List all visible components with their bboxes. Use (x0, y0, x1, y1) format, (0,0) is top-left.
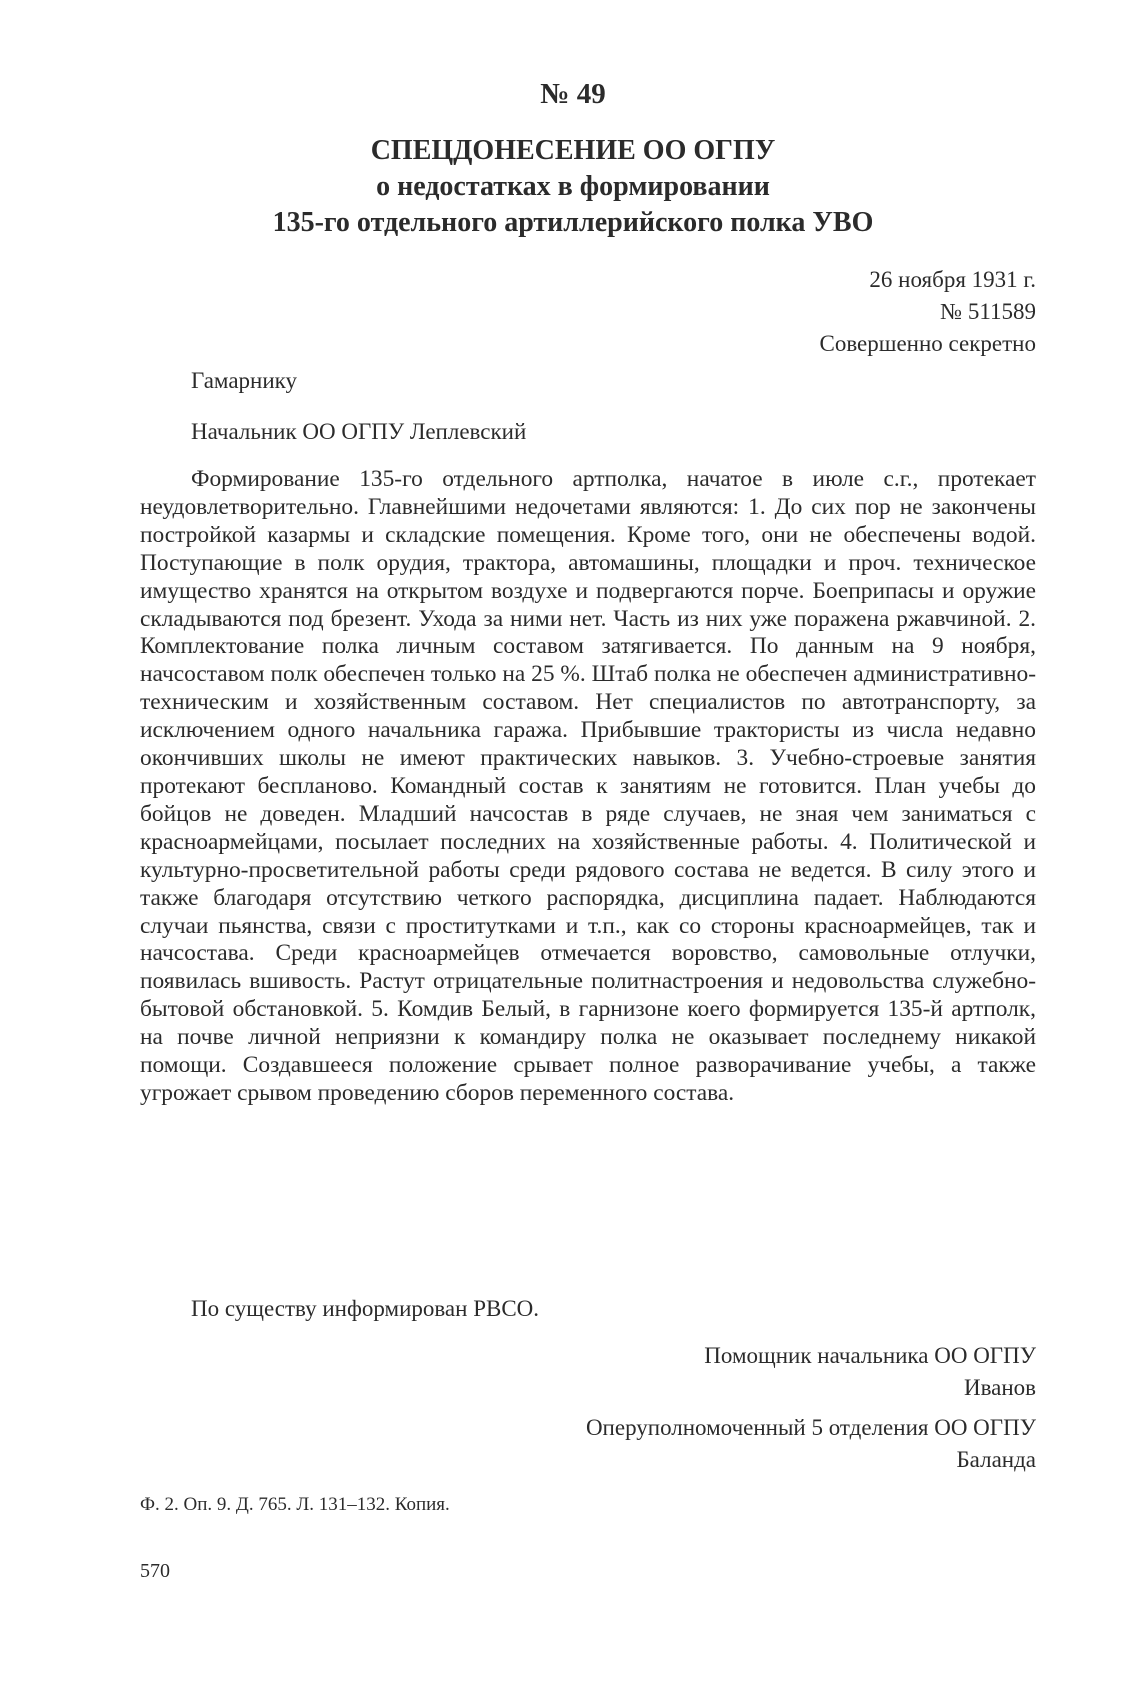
signature-block-2 (586, 1412, 1036, 1476)
document-date: 26 ноября 1931 г. (869, 267, 1036, 292)
body-text: Формирование 135-го отдельного артполка, начатое в июле с.г., протекает неудовлетворительно. Главнейшими недочетами являются: 1. До сих пор не закончены постройкой казармы и складские помещения. Кроме того, они не обеспечены водой. Поступающие в полк орудия, трактора, автомашины, площадки и проч. техническое имущество хранятся на открытом воздухе и подвергаются порче. Боеприпасы и оружие складываются под брезент. Ухода за ними нет. Часть из них уже поражена ржавчиной. 2. Комплектование полка личным составом затягивается. По данным на 9 ноября, начсоставом полк обеспечен только на 25 %. Штаб полка не обеспечен административно-техническим и хозяйственным составом. Нет специалистов по автотранспорту, за исключением одного начальника гаража. Прибывшие трактористы из числа недавно окончивших школы не имеют практических навыков. 3. Учебно-строевые занятия протекают бесплановo. Командный состав к занятиям не готовится. План учебы до бойцов не доведен. Младший начсостав в ряде случаев, не зная чем заниматься с красноармейцами, посылает последних на хозяйственные работы. 4. Политической и культурно-просветительной работы среди рядового состава не ведется. В силу этого и также благодаря отсутствию четкого распорядка, дисциплина падает. Наблюдаются случаи пьянства, связи с проститутками и т.п., как со стороны красноармейцев, так и начсостава. Среди красноармейцев отмечается воровство, самовольные отлучки, появилась вшивость. Растут отрицательные политнастроения и недовольства служебно-бытовой обстановкой. 5. Комдив Белый, в гарнизоне коего формируется 135-й артполк, на почве личной неприязни к командиру полка не оказывает последнему никакой помощи. Создавшееся положение срывает полное разворачивание учебы, а также угрожает срывом проведению сборов переменного состава. (140, 466, 1036, 1106)
signature-block-1 (704, 1340, 1036, 1404)
document-title-line-3: 135-го отдельного артиллерийского полка УВО (272, 207, 874, 238)
document-reg-number: № 511589 (940, 299, 1036, 324)
page-number: 570 (140, 1560, 170, 1582)
closing-line: По существу информирован РВСО. (191, 1296, 540, 1321)
signature-title-1: Помощник начальника ОО ОГПУ (704, 1343, 1036, 1368)
document-title-line-1: СПЕЦДОНЕСЕНИЕ ОО ОГПУ (370, 135, 776, 166)
document-title (0, 133, 1146, 241)
signature-name-1: Иванов (963, 1375, 1036, 1400)
document-meta (819, 264, 1036, 360)
signature-name-2: Баланда (956, 1447, 1036, 1472)
addressee: Гамарнику (191, 368, 298, 393)
signature-title-2: Оперуполномоченный 5 отделения ОО ОГПУ (585, 1415, 1036, 1440)
document-classification: Совершенно секретно (819, 331, 1036, 356)
document-number: № 49 (540, 78, 606, 110)
archive-source-note: Ф. 2. Оп. 9. Д. 765. Л. 131–132. Копия. (140, 1494, 450, 1515)
sender: Начальник ОО ОГПУ Леплевский (191, 419, 527, 444)
document-title-line-2: о недостатках в формировании (376, 171, 770, 202)
